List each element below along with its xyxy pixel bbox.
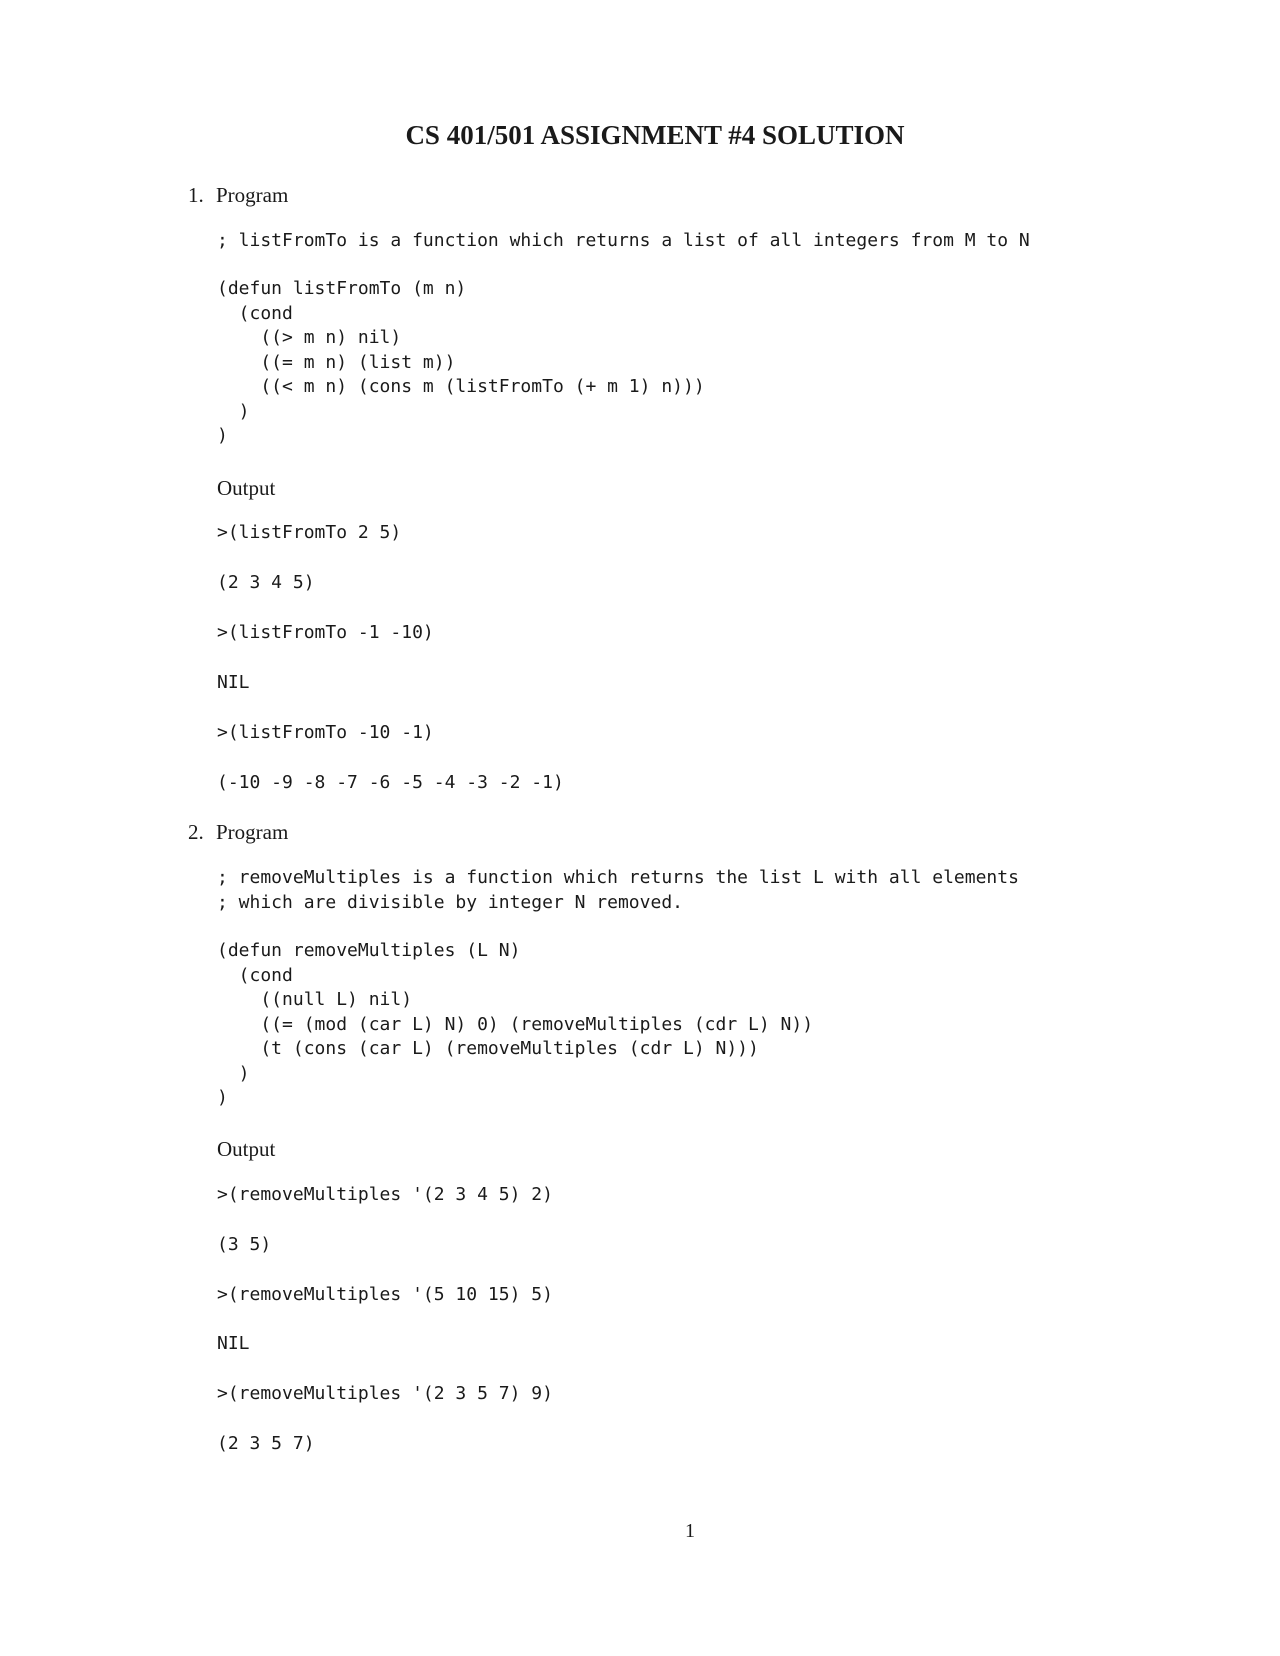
problem-2-io-4: NIL — [217, 1333, 250, 1354]
problem-1-heading — [188, 183, 288, 208]
problem-2-io-6: (2 3 5 7) — [217, 1433, 315, 1454]
problem-1-code: (defun listFromTo (m n) (cond ((> m n) nil) ((= m n) (list m)) ((< m n) (cons m (listFromTo (+ m 1) n))) ) ) — [217, 278, 705, 446]
problem-2-io-2: (3 5) — [217, 1234, 272, 1255]
problem-1-io-2: (2 3 4 5) — [217, 572, 315, 593]
problem-1-heading-label: Program — [216, 183, 289, 207]
problem-2-io-1: >(removeMultiples '(2 3 4 5) 2) — [217, 1184, 553, 1205]
problem-2-heading — [188, 820, 288, 845]
problem-1-comment: ; listFromTo is a function which returns a list of all integers from M to N — [217, 230, 1030, 251]
problem-2-output-label: Output — [217, 1137, 276, 1161]
page-title: CS 401/501 ASSIGNMENT #4 SOLUTION — [405, 120, 905, 150]
problem-2-comment: ; removeMultiples is a function which returns the list L with all elements ; which are divisible by integer N removed. — [217, 867, 1019, 913]
problem-1-io-6: (-10 -9 -8 -7 -6 -5 -4 -3 -2 -1) — [217, 772, 564, 793]
problem-1-io-4: NIL — [217, 672, 250, 693]
problem-2-io-5: >(removeMultiples '(2 3 5 7) 9) — [217, 1383, 553, 1404]
problem-1-io-5: >(listFromTo -10 -1) — [217, 722, 434, 743]
problem-1-number: 1. — [188, 183, 204, 207]
problem-1-io-3: >(listFromTo -1 -10) — [217, 622, 434, 643]
problem-1-io-1: >(listFromTo 2 5) — [217, 522, 402, 543]
problem-2-heading-label: Program — [216, 820, 289, 844]
problem-1-output-label: Output — [217, 476, 276, 500]
page-number: 1 — [685, 1520, 695, 1542]
problem-2-code: (defun removeMultiples (L N) (cond ((null L) nil) ((= (mod (car L) N) 0) (removeMultiples (cdr L) N)) (t (cons (car L) (removeMultiples (cdr L) N))) ) ) — [217, 940, 814, 1108]
problem-2-io-3: >(removeMultiples '(5 10 15) 5) — [217, 1284, 553, 1305]
problem-2-number: 2. — [188, 820, 204, 844]
